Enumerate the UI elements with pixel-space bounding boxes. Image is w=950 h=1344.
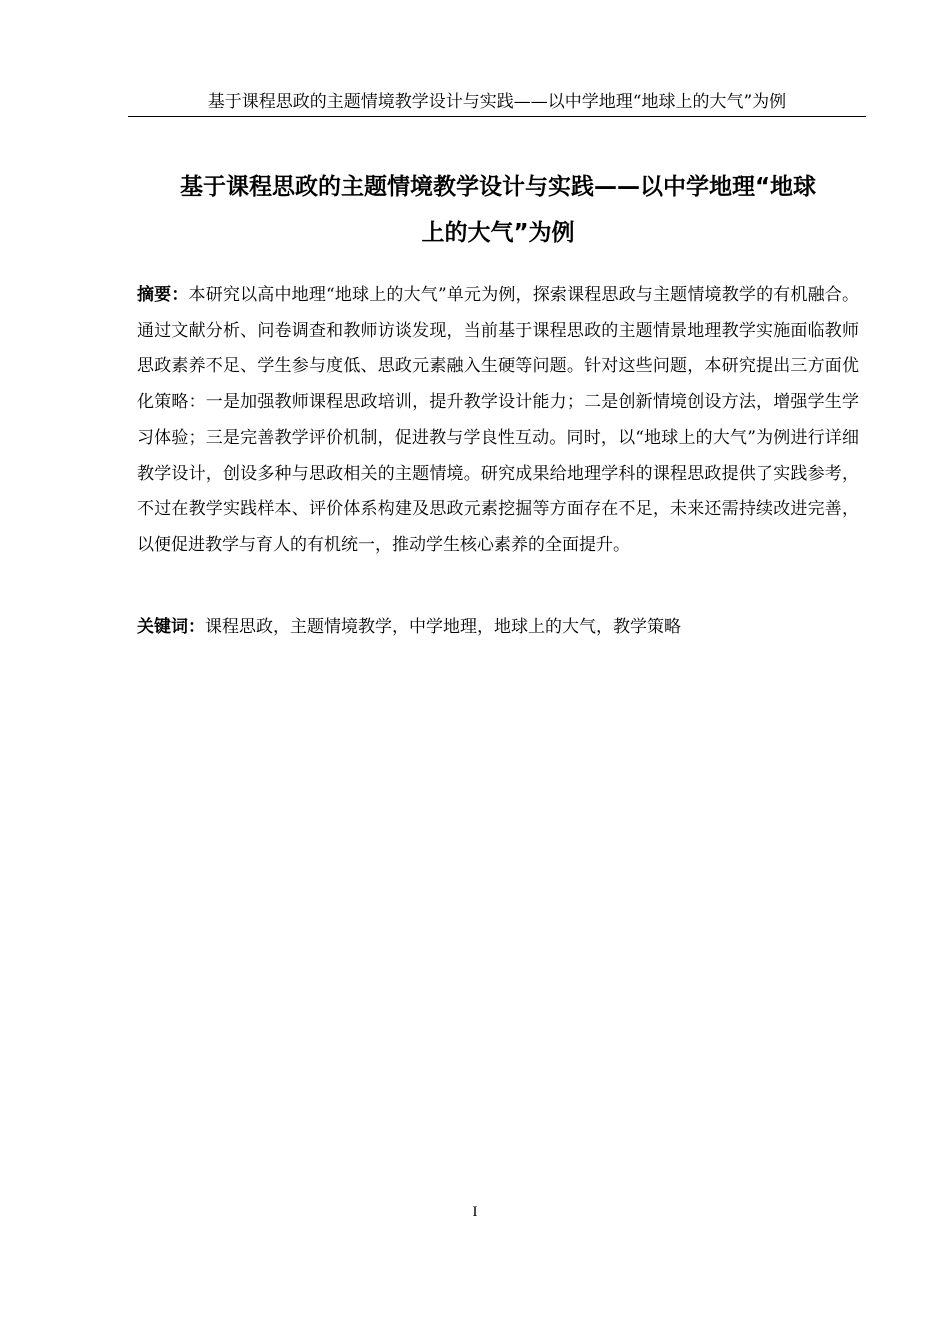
paper-title-line-2: 上的大气”为例 (421, 220, 575, 246)
abstract-label: 摘要： (137, 285, 189, 305)
page-number: I (472, 1204, 478, 1220)
keywords-label: 关键词： (137, 617, 205, 637)
paper-title-line-1: 基于课程思政的主题情境教学设计与实践——以中学地理“地球 (179, 174, 817, 200)
header-rule (128, 116, 866, 117)
paper-title (128, 164, 868, 256)
running-header: 基于课程思政的主题情境教学设计与实践——以中学地理“地球上的大气”为例 (207, 92, 787, 112)
keywords (137, 610, 859, 646)
abstract (137, 278, 859, 564)
keywords-text: 课程思政，主题情境教学，中学地理，地球上的大气，教学策略 (205, 617, 681, 637)
abstract-text: 本研究以高中地理“地球上的大气”单元为例，探索课程思政与主题情境教学的有机融合。通过文献分析、问卷调查和教师访谈发现，当前基于课程思政的主题情景地理教学实施面临教师思政素养不足、学生参与度低、思政元素融入生硬等问题。针对这些问题，本研究提出三方面优化策略：一是加强教师课程思政培训，提升教学设计能力；二是创新情境创设方法，增强学生学习体验；三是完善教学评价机制，促进教与学良性互动。同时，以“地球上的大气”为例进行详细教学设计，创设多种与思政相关的主题情境。研究成果给地理学科的课程思政提供了实践参考，不过在教学实践样本、评价体系构建及思政元素挖掘等方面存在不足，未来还需持续改进完善，以便促进教学与育人的有机统一，推动学生核心素养的全面提升。 (137, 285, 859, 555)
